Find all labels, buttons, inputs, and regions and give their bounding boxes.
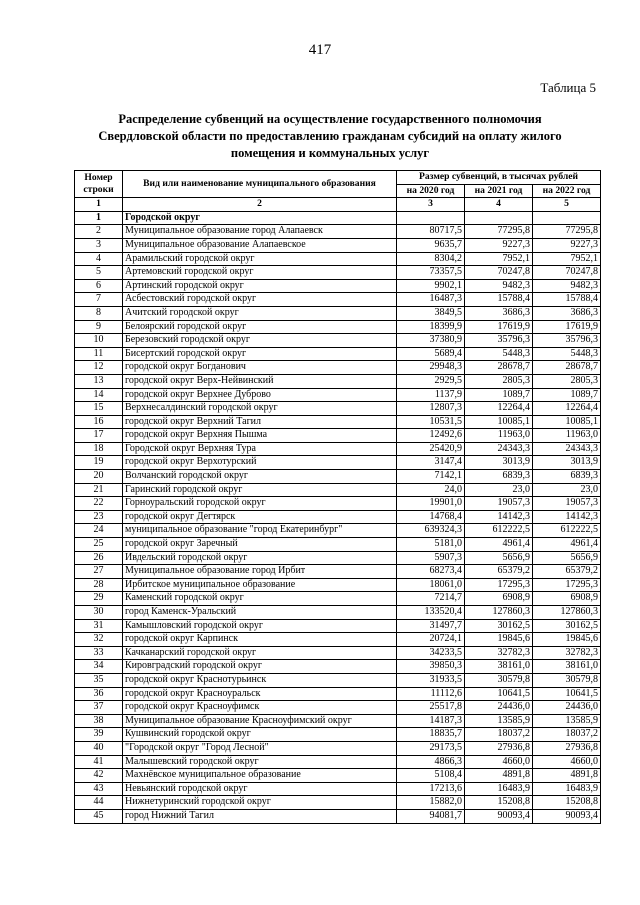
table-row (75, 538, 601, 552)
municipality-name-cell: Кушвинский городской округ (123, 728, 397, 742)
value-2022-cell: 11963,0 (533, 429, 601, 443)
header-index-1: 1 (75, 198, 123, 212)
value-2021-cell: 24436,0 (465, 701, 533, 715)
value-2021-cell: 24343,3 (465, 442, 533, 456)
municipality-name-cell: Муниципальное образование Красноуфимский округ (123, 714, 397, 728)
value-2020-cell: 80717,5 (397, 225, 465, 239)
table-row (75, 646, 601, 660)
value-2020-cell: 17213,6 (397, 782, 465, 796)
table-row (75, 619, 601, 633)
table-row (75, 470, 601, 484)
value-2021-cell: 5448,3 (465, 347, 533, 361)
row-number-cell: 7 (75, 293, 123, 307)
value-2022-cell: 70247,8 (533, 266, 601, 280)
municipality-name-cell: Махнёвское муниципальное образование (123, 769, 397, 783)
value-2022-cell: 5448,3 (533, 347, 601, 361)
municipality-name-cell: городской округ Красноуральск (123, 687, 397, 701)
value-2021-cell: 9227,3 (465, 238, 533, 252)
value-2020-cell: 12807,3 (397, 402, 465, 416)
row-number-cell: 23 (75, 510, 123, 524)
value-2021-cell: 6839,3 (465, 470, 533, 484)
municipality-name-cell: Кировградский городской округ (123, 660, 397, 674)
value-2021-cell: 4660,0 (465, 755, 533, 769)
table-row (75, 687, 601, 701)
municipality-name-cell: муниципальное образование "город Екатеринбург" (123, 524, 397, 538)
municipality-name-cell: Малышевский городской округ (123, 755, 397, 769)
value-2020-cell: 1137,9 (397, 388, 465, 402)
value-2022-cell: 19057,3 (533, 497, 601, 511)
value-2020-cell: 29173,5 (397, 741, 465, 755)
value-2020-cell: 9635,7 (397, 238, 465, 252)
value-2020-cell: 14187,3 (397, 714, 465, 728)
value-2020-cell: 31497,7 (397, 619, 465, 633)
value-2021-cell: 13585,9 (465, 714, 533, 728)
municipality-name-cell: Белоярский городской округ (123, 320, 397, 334)
table-row (75, 510, 601, 524)
municipality-name-cell: Асбестовский городской округ (123, 293, 397, 307)
municipality-name-cell: Муниципальное образование город Алапаевск (123, 225, 397, 239)
value-2021-cell: 127860,3 (465, 606, 533, 620)
row-number-cell: 35 (75, 673, 123, 687)
municipality-name-cell: город Нижний Тагил (123, 809, 397, 823)
value-2022-cell: 7952,1 (533, 252, 601, 266)
value-2020-cell: 8304,2 (397, 252, 465, 266)
value-2022-cell: 17295,3 (533, 578, 601, 592)
value-2021-cell: 612222,5 (465, 524, 533, 538)
value-2022-cell: 3013,9 (533, 456, 601, 470)
value-2022-cell: 15788,4 (533, 293, 601, 307)
row-number-cell: 39 (75, 728, 123, 742)
table-row (75, 524, 601, 538)
municipality-name-cell: городской округ Богданович (123, 361, 397, 375)
value-2020-cell: 10531,5 (397, 415, 465, 429)
value-2021-cell: 4891,8 (465, 769, 533, 783)
municipality-name-cell: Камышловский городской округ (123, 619, 397, 633)
table-row (75, 714, 601, 728)
header-index-4: 4 (465, 198, 533, 212)
value-2021-cell: 27936,8 (465, 741, 533, 755)
row-number-cell: 44 (75, 796, 123, 810)
value-2022-cell: 4961,4 (533, 538, 601, 552)
municipality-name-cell: городской округ Заречный (123, 538, 397, 552)
table-row (75, 633, 601, 647)
table-row (75, 442, 601, 456)
row-number-cell: 36 (75, 687, 123, 701)
municipality-name-cell: городской округ Дегтярск (123, 510, 397, 524)
row-number-cell: 1 (75, 211, 123, 225)
value-2020-cell: 11112,6 (397, 687, 465, 701)
value-2021-cell: 19057,3 (465, 497, 533, 511)
value-2021-cell: 30579,8 (465, 673, 533, 687)
row-number-cell: 20 (75, 470, 123, 484)
row-number-cell: 6 (75, 279, 123, 293)
value-2022-cell: 30579,8 (533, 673, 601, 687)
municipality-name-cell: городской округ Красноуфимск (123, 701, 397, 715)
row-number-cell: 43 (75, 782, 123, 796)
row-number-cell: 12 (75, 361, 123, 375)
municipality-name-cell: городской округ Краснотурьинск (123, 673, 397, 687)
value-2021-cell: 18037,2 (465, 728, 533, 742)
value-2022-cell: 24436,0 (533, 701, 601, 715)
municipality-name-cell: Верхнесалдинский городской округ (123, 402, 397, 416)
value-2021-cell: 16483,9 (465, 782, 533, 796)
row-number-cell: 3 (75, 238, 123, 252)
table-row (75, 578, 601, 592)
value-2022-cell: 6839,3 (533, 470, 601, 484)
table-row (75, 809, 601, 823)
value-2021-cell: 90093,4 (465, 809, 533, 823)
row-number-cell: 21 (75, 483, 123, 497)
table-row (75, 741, 601, 755)
value-2021-cell: 2805,3 (465, 374, 533, 388)
table-row (75, 429, 601, 443)
value-2022-cell: 16483,9 (533, 782, 601, 796)
row-number-cell: 19 (75, 456, 123, 470)
row-number-cell: 13 (75, 374, 123, 388)
municipality-name-cell: Муниципальное образование Алапаевское (123, 238, 397, 252)
value-2022-cell: 38161,0 (533, 660, 601, 674)
value-2022-cell: 19845,6 (533, 633, 601, 647)
table-row (75, 483, 601, 497)
value-2021-cell: 3686,3 (465, 306, 533, 320)
value-2022-cell (533, 211, 601, 225)
value-2020-cell: 39850,3 (397, 660, 465, 674)
table-row (75, 361, 601, 375)
municipality-name-cell: Артинский городской округ (123, 279, 397, 293)
municipality-name-cell: "Городской округ "Город Лесной" (123, 741, 397, 755)
value-2021-cell: 32782,3 (465, 646, 533, 660)
municipality-name-cell: городской округ Карпинск (123, 633, 397, 647)
table-row (75, 456, 601, 470)
value-2022-cell: 9482,3 (533, 279, 601, 293)
table-row (75, 238, 601, 252)
municipality-name-cell: Каменский городской округ (123, 592, 397, 606)
value-2020-cell: 14768,4 (397, 510, 465, 524)
municipality-name-cell: Арамильский городской округ (123, 252, 397, 266)
row-number-cell: 38 (75, 714, 123, 728)
header-amount: Размер субвенций, в тысячах рублей (397, 171, 601, 185)
value-2020-cell: 19901,0 (397, 497, 465, 511)
value-2020-cell: 31933,5 (397, 673, 465, 687)
value-2020-cell: 29948,3 (397, 361, 465, 375)
value-2020-cell: 7142,1 (397, 470, 465, 484)
value-2020-cell: 18061,0 (397, 578, 465, 592)
value-2022-cell: 12264,4 (533, 402, 601, 416)
value-2021-cell: 12264,4 (465, 402, 533, 416)
page-number: 417 (308, 42, 332, 58)
row-number-cell: 29 (75, 592, 123, 606)
value-2020-cell: 73357,5 (397, 266, 465, 280)
row-number-cell: 11 (75, 347, 123, 361)
value-2020-cell: 34233,5 (397, 646, 465, 660)
municipality-name-cell: город Каменск-Уральский (123, 606, 397, 620)
row-number-cell: 5 (75, 266, 123, 280)
row-number-cell: 37 (75, 701, 123, 715)
value-2021-cell: 11963,0 (465, 429, 533, 443)
municipality-name-cell: городской округ Верхотурский (123, 456, 397, 470)
table-row (75, 701, 601, 715)
value-2022-cell: 10085,1 (533, 415, 601, 429)
table-row (75, 796, 601, 810)
table-row (75, 252, 601, 266)
value-2020-cell: 133520,4 (397, 606, 465, 620)
value-2021-cell: 35796,3 (465, 334, 533, 348)
value-2020-cell (397, 211, 465, 225)
row-number-cell: 41 (75, 755, 123, 769)
table-row (75, 551, 601, 565)
value-2020-cell: 9902,1 (397, 279, 465, 293)
value-2022-cell: 9227,3 (533, 238, 601, 252)
value-2021-cell: 1089,7 (465, 388, 533, 402)
value-2021-cell: 10085,1 (465, 415, 533, 429)
value-2021-cell: 23,0 (465, 483, 533, 497)
row-number-cell: 25 (75, 538, 123, 552)
value-2020-cell: 5108,4 (397, 769, 465, 783)
value-2022-cell: 10641,5 (533, 687, 601, 701)
municipality-name-cell: Ачитский городской округ (123, 306, 397, 320)
value-2022-cell: 90093,4 (533, 809, 601, 823)
table-row (75, 347, 601, 361)
table-row (75, 728, 601, 742)
value-2022-cell: 4891,8 (533, 769, 601, 783)
table-row (75, 211, 601, 225)
municipality-name-cell: городской округ Верх-Нейвинский (123, 374, 397, 388)
row-number-cell: 17 (75, 429, 123, 443)
table-row (75, 293, 601, 307)
value-2021-cell: 15788,4 (465, 293, 533, 307)
row-number-cell: 34 (75, 660, 123, 674)
value-2022-cell: 30162,5 (533, 619, 601, 633)
row-number-cell: 16 (75, 415, 123, 429)
value-2021-cell: 15208,8 (465, 796, 533, 810)
municipality-name-cell: Березовский городской округ (123, 334, 397, 348)
table-row (75, 402, 601, 416)
value-2021-cell: 6908,9 (465, 592, 533, 606)
municipality-name-cell: Нижнетуринский городской округ (123, 796, 397, 810)
municipality-name-cell: Ивдельский городской округ (123, 551, 397, 565)
municipality-name-cell: Горноуральский городской округ (123, 497, 397, 511)
value-2020-cell: 24,0 (397, 483, 465, 497)
value-2021-cell: 17619,9 (465, 320, 533, 334)
header-name: Вид или наименование муниципального образования (123, 171, 397, 198)
table-row (75, 266, 601, 280)
value-2020-cell: 5689,4 (397, 347, 465, 361)
subvention-table (74, 170, 601, 824)
value-2020-cell: 37380,9 (397, 334, 465, 348)
value-2022-cell: 14142,3 (533, 510, 601, 524)
row-number-cell: 4 (75, 252, 123, 266)
row-number-cell: 14 (75, 388, 123, 402)
municipality-name-cell: городской округ Верхний Тагил (123, 415, 397, 429)
table-row (75, 565, 601, 579)
table-row (75, 225, 601, 239)
value-2022-cell: 3686,3 (533, 306, 601, 320)
value-2022-cell: 35796,3 (533, 334, 601, 348)
value-2021-cell: 5656,9 (465, 551, 533, 565)
table-row (75, 334, 601, 348)
municipality-name-cell: Городской округ (123, 211, 397, 225)
municipality-name-cell: городской округ Верхняя Пышма (123, 429, 397, 443)
value-2022-cell: 127860,3 (533, 606, 601, 620)
municipality-name-cell: Гаринский городской округ (123, 483, 397, 497)
value-2022-cell: 15208,8 (533, 796, 601, 810)
value-2022-cell: 4660,0 (533, 755, 601, 769)
value-2020-cell: 5907,3 (397, 551, 465, 565)
value-2020-cell: 5181,0 (397, 538, 465, 552)
row-number-cell: 2 (75, 225, 123, 239)
value-2021-cell: 17295,3 (465, 578, 533, 592)
value-2022-cell: 27936,8 (533, 741, 601, 755)
value-2020-cell: 12492,6 (397, 429, 465, 443)
table-row (75, 388, 601, 402)
header-row-number: Номер строки (75, 171, 123, 198)
municipality-name-cell: городской округ Верхнее Дуброво (123, 388, 397, 402)
value-2020-cell: 25420,9 (397, 442, 465, 456)
value-2021-cell: 30162,5 (465, 619, 533, 633)
header-index-5: 5 (533, 198, 601, 212)
municipality-name-cell: Бисертский городской округ (123, 347, 397, 361)
value-2022-cell: 2805,3 (533, 374, 601, 388)
value-2021-cell: 28678,7 (465, 361, 533, 375)
value-2020-cell: 68273,4 (397, 565, 465, 579)
row-number-cell: 28 (75, 578, 123, 592)
value-2020-cell: 94081,7 (397, 809, 465, 823)
value-2021-cell (465, 211, 533, 225)
row-number-cell: 30 (75, 606, 123, 620)
row-number-cell: 18 (75, 442, 123, 456)
row-number-cell: 45 (75, 809, 123, 823)
row-number-cell: 42 (75, 769, 123, 783)
header-index-3: 3 (397, 198, 465, 212)
row-number-cell: 8 (75, 306, 123, 320)
value-2020-cell: 2929,5 (397, 374, 465, 388)
header-year-2022: на 2022 год (533, 184, 601, 198)
value-2022-cell: 18037,2 (533, 728, 601, 742)
value-2020-cell: 18399,9 (397, 320, 465, 334)
row-number-cell: 10 (75, 334, 123, 348)
value-2021-cell: 7952,1 (465, 252, 533, 266)
value-2021-cell: 14142,3 (465, 510, 533, 524)
value-2022-cell: 24343,3 (533, 442, 601, 456)
municipality-name-cell: Ирбитское муниципальное образование (123, 578, 397, 592)
value-2022-cell: 5656,9 (533, 551, 601, 565)
value-2022-cell: 13585,9 (533, 714, 601, 728)
table-body (75, 211, 601, 823)
value-2021-cell: 4961,4 (465, 538, 533, 552)
table-row (75, 755, 601, 769)
table-row (75, 592, 601, 606)
value-2020-cell: 15882,0 (397, 796, 465, 810)
table-row (75, 374, 601, 388)
value-2020-cell: 3849,5 (397, 306, 465, 320)
table-row (75, 660, 601, 674)
table-row (75, 320, 601, 334)
value-2022-cell: 23,0 (533, 483, 601, 497)
value-2020-cell: 7214,7 (397, 592, 465, 606)
row-number-cell: 26 (75, 551, 123, 565)
table-row (75, 497, 601, 511)
value-2020-cell: 16487,3 (397, 293, 465, 307)
municipality-name-cell: Городской округ Верхняя Тура (123, 442, 397, 456)
table-title: Распределение субвенций на осуществление государственного полномочия Свердловской области по предоставлению гражданам субсидий на оплату жилого помещения и коммунальных услуг (98, 112, 562, 160)
table-row (75, 769, 601, 783)
municipality-name-cell: Волчанский городской округ (123, 470, 397, 484)
value-2021-cell: 3013,9 (465, 456, 533, 470)
value-2021-cell: 70247,8 (465, 266, 533, 280)
value-2022-cell: 6908,9 (533, 592, 601, 606)
value-2020-cell: 3147,4 (397, 456, 465, 470)
value-2020-cell: 18835,7 (397, 728, 465, 742)
value-2021-cell: 9482,3 (465, 279, 533, 293)
value-2022-cell: 612222,5 (533, 524, 601, 538)
row-number-cell: 15 (75, 402, 123, 416)
table-row (75, 306, 601, 320)
row-number-cell: 22 (75, 497, 123, 511)
row-number-cell: 33 (75, 646, 123, 660)
row-number-cell: 24 (75, 524, 123, 538)
value-2020-cell: 20724,1 (397, 633, 465, 647)
value-2022-cell: 77295,8 (533, 225, 601, 239)
value-2020-cell: 25517,8 (397, 701, 465, 715)
table-row (75, 673, 601, 687)
table-row (75, 606, 601, 620)
value-2021-cell: 10641,5 (465, 687, 533, 701)
municipality-name-cell: Артемовский городской округ (123, 266, 397, 280)
value-2022-cell: 17619,9 (533, 320, 601, 334)
row-number-cell: 27 (75, 565, 123, 579)
header-index-2: 2 (123, 198, 397, 212)
row-number-cell: 40 (75, 741, 123, 755)
value-2021-cell: 65379,2 (465, 565, 533, 579)
table-row (75, 279, 601, 293)
header-year-2021: на 2021 год (465, 184, 533, 198)
row-number-cell: 32 (75, 633, 123, 647)
row-number-cell: 31 (75, 619, 123, 633)
municipality-name-cell: Качканарский городской округ (123, 646, 397, 660)
table-row (75, 782, 601, 796)
value-2021-cell: 38161,0 (465, 660, 533, 674)
value-2021-cell: 77295,8 (465, 225, 533, 239)
row-number-cell: 9 (75, 320, 123, 334)
value-2022-cell: 32782,3 (533, 646, 601, 660)
municipality-name-cell: Невьянский городской округ (123, 782, 397, 796)
header-year-2020: на 2020 год (397, 184, 465, 198)
value-2022-cell: 65379,2 (533, 565, 601, 579)
table-label: Таблица 5 (540, 80, 596, 95)
value-2022-cell: 28678,7 (533, 361, 601, 375)
value-2020-cell: 639324,3 (397, 524, 465, 538)
value-2020-cell: 4866,3 (397, 755, 465, 769)
value-2021-cell: 19845,6 (465, 633, 533, 647)
municipality-name-cell: Муниципальное образование город Ирбит (123, 565, 397, 579)
value-2022-cell: 1089,7 (533, 388, 601, 402)
table-row (75, 415, 601, 429)
